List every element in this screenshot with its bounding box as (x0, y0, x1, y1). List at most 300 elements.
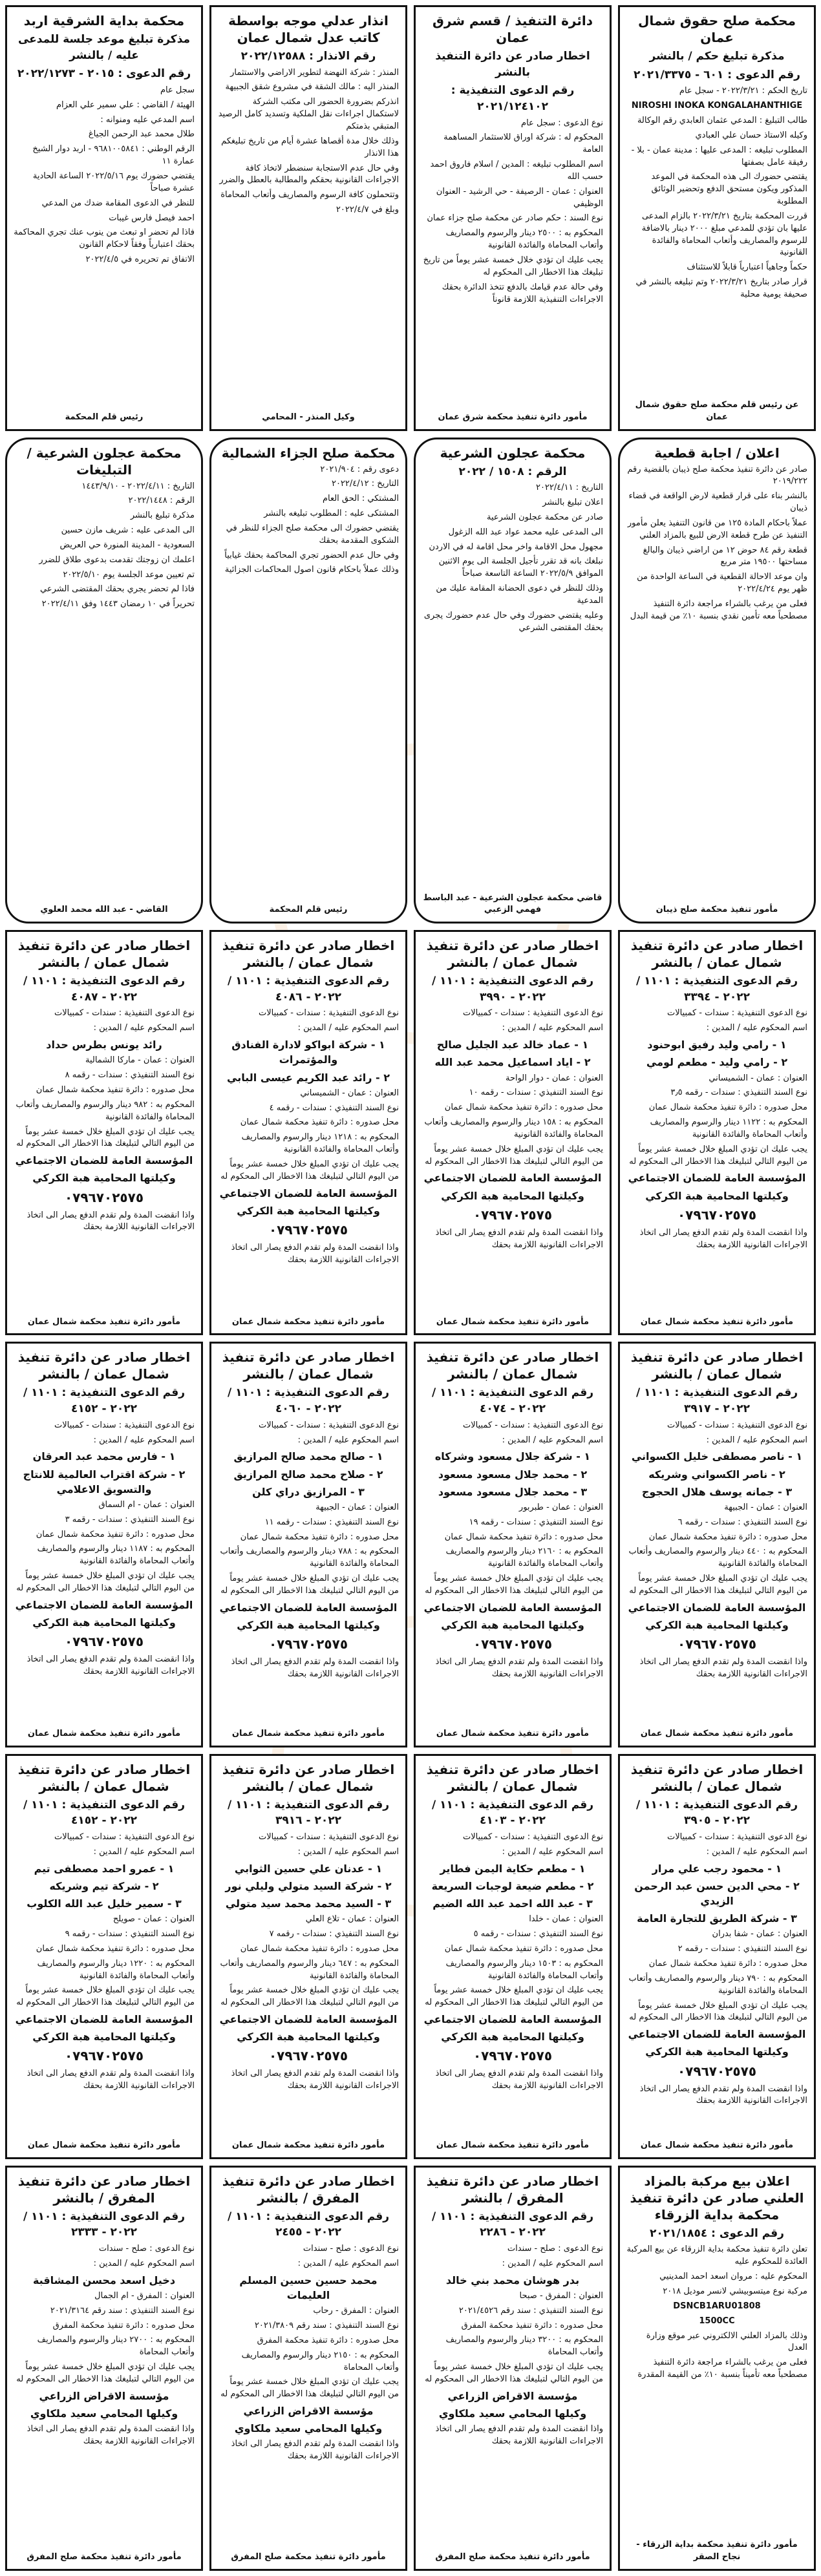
notice-title: اخطار صادر عن دائرة تنفيذ شمال عمان / بالنشر (630, 1349, 804, 1382)
notice-line: تم تعيين موعد الجلسة يوم ٢٠٢٢/٥/١٠ (63, 569, 195, 580)
notice-title: اخطار صادر عن دائرة تنفيذ شمال عمان / بالنشر (17, 938, 191, 971)
notice-signature: وكيل المنذر - المحامي (262, 412, 355, 422)
notice-title: اخطار صادر عن دائرة تنفيذ شمال عمان / بالنشر (222, 938, 395, 971)
notice-line: نوع السند التنفيذي : سندات - رقمه ١٠ (469, 1088, 603, 1098)
notice-line: نوع الدعوى التنفيذية : سندات - كمبيالات (259, 1420, 399, 1430)
notice-line: DSNCB1ARU01808 (673, 2301, 761, 2311)
notice-line: المشتكي : الحق العام (322, 494, 399, 504)
notice-line: محل صدوره : دائرة تنفيذ محكمة المفرق (257, 2335, 399, 2345)
notice-title: اخطار صادر عن دائرة تنفيذ شمال عمان / بالنشر (222, 1761, 395, 1794)
notice-signature: عن رئيس قلم محكمة صلح حقوق شمال عمان (635, 399, 799, 422)
notice-line: وكيلتها المحامية هبة الكركي (32, 2031, 176, 2043)
notice-line: العنوان : عمان - الشميساني (709, 1073, 807, 1083)
notice-line: فاذا لم تحضر يجري بحقك المقتضى الشرعي (40, 584, 195, 595)
notice-line: مؤسسة الاقراض الزراعي (39, 2389, 169, 2402)
notice-line: اسم المحكوم عليه / المدين : (93, 1435, 195, 1445)
notice-line: مركبة نوع ميتسوبيشي لانسر موديل ٢٠١٨ (663, 2286, 807, 2296)
notice-line: وذلك عملاً باحكام قانون اصول المحاكمات الجزائية (224, 565, 399, 575)
notice-line: ٣ - سمير خليل عبد الله الكلوب (27, 1897, 182, 1910)
legal-notice (618, 1342, 816, 1747)
notice-line: نوع الدعوى : سجل عام (521, 118, 603, 128)
notice-line: فاذا لم تحضر او تبعث من ينوب عنك تجري المحاكمة بحقك اعتبارياً وفقاً لاحكام القانون (14, 227, 195, 250)
notice-line: نوع السند التنفيذي : سند رقم ٢٠٢١/٣١٦٤ (50, 2305, 195, 2316)
notice-line: ١ - شركة جلال مسعود وشركاه (434, 1450, 591, 1463)
notice-line: ٢ - شركة السيد متولي وليلي نور (225, 1879, 392, 1892)
notice-line: تاريخ الحكم : ٢٠٢٢/٣/٢١ - سجل عام (679, 86, 807, 96)
notice-line: المنذر : شركة النهضة لتطوير الاراضي والاستثمار (230, 67, 399, 78)
notice-line: المؤسسة العامة للضمان الاجتماعي (15, 1598, 193, 1611)
notice-line: رقم الدعوى : ٦٠١ - ٢٠٢١/٣٣٧٥ (634, 68, 800, 81)
notice-line: يجب عليك ان تؤدي خلال خمسة عشر يوماً من تاريخ تبليغك هذا الاخطار الى المحكوم له (423, 255, 603, 277)
notice-line: رقم الدعوى التنفيذية : ١١٠١ / ٢٠٢٢ - ٢٣٣٣ (23, 2210, 186, 2239)
notice-line: الرقم : ٢٠٢٢/١٤٤٨ (128, 496, 195, 506)
legal-notice (618, 5, 816, 431)
notice-line: ٠٧٩٦٧٠٢٥٧٥ (677, 2063, 757, 2079)
notice-line: يجب عليك ان تؤدي المبلغ خلال خمسة عشر يوماً من اليوم التالي لتبليغك هذا الاخطار الى المحكوم له (629, 2000, 807, 2023)
notice-line: الرقم : ١٥٠٨ / ٢٠٢٢ (458, 465, 567, 478)
notice-line: التاريخ : ٢٠٢٢/٤/١١ (535, 483, 603, 493)
notice-line: قررت المحكمة بتاريخ ٢٠٢٢/٣/٢١ بالزام المدعى عليها بان تؤدي للمدعي مبلغ ٢٠٠٠ دينار بالاضافة للرسوم والمصاريف وأتعاب المحاماة والفائدة القانونية (641, 211, 807, 258)
notice-line: نوع الدعوى : صلح - سندات (98, 2244, 195, 2254)
notice-line: يجب عليك ان تؤدي المبلغ خلال خمسة عشر يوماً من اليوم التالي لتبليغك هذا الاخطار الى المحكوم له (220, 1985, 399, 2008)
notice-line: يجب عليك ان تؤدي المبلغ خلال خمسة عشر يوماً من اليوم التالي لتبليغك هذا الاخطار الى المحكوم له (425, 1985, 603, 2008)
notice-line: المحكوم به : ١٢١٨ دينار والرسوم والمصاريف وأتعاب المحاماة والفائدة القانونية (241, 1132, 399, 1155)
notice-line: اسم المطلوب تبليغه : المدين / اسلام فاروق احمد حسب الله (430, 160, 603, 182)
notice-line: رقم الدعوى التنفيذية : ١١٠١ / ٢٠٢٢ - ٢٢٨٦ (431, 2210, 594, 2239)
notice-line: ١ - محمود رجب علي مرار (652, 1862, 782, 1875)
notice-line: يجب عليك ان تؤدي المبلغ خلال خمسة عشر يوماً من اليوم التالي لتبليغك هذا الاخطار الى المحكوم له (16, 1126, 195, 1149)
notice-line: نوع الدعوى التنفيذية : سندات - كمبيالات (667, 1008, 807, 1019)
notice-line: رقم الدعوى التنفيذية : ١١٠١ / ٢٠٢٢ - ٤٠٦٠ (227, 1386, 390, 1416)
notice-signature: مأمور دائرة تنفيذ محكمة شرق عمان (438, 412, 588, 422)
notice-line: واذا انقضت المدة ولم تقدم الدفع يصار الى اتخاذ الاجراءات القانونية اللازمة بحقك (435, 1227, 603, 1250)
notice-line: المؤسسة العامة للضمان الاجتماعي (423, 1601, 602, 1614)
notice-line: ٢ - محمد جلال مسعود مسعود (438, 1468, 588, 1481)
notice-line: تحريراً في ١٠ رمضان ١٤٤٣ وفق ٢٠٢٢/٤/١١ (41, 599, 195, 609)
notice-line: نوع السند التنفيذي : سندات - رقمه ١٩ (469, 1517, 603, 1527)
notice-line: رقم الدعوى التنفيذية : ١١٠١ / ٢٠٢٢ - ٣٣٩٤ (635, 975, 798, 1004)
notice-title: اخطار صادر عن دائرة تنفيذ شمال عمان / بالنشر (630, 938, 804, 971)
notice-line: ٠٧٩٦٧٠٢٥٧٥ (268, 1636, 348, 1652)
notice-title: اخطار صادر عن دائرة تنفيذ المفرق / بالنشر (222, 2173, 395, 2206)
legal-notice (209, 1342, 407, 1747)
notice-line: واذا انقضت المدة ولم تقدم الدفع يصار الى اتخاذ الاجراءات القانونية اللازمة بحقك (639, 1227, 807, 1250)
notice-line: سجل عام (160, 85, 195, 95)
notice-line: العنوان : عمان - دوار الواحة (505, 1073, 603, 1083)
notice-line: مؤسسة الاقراض الزراعي (447, 2389, 578, 2402)
legal-notice (209, 438, 407, 924)
notice-line: اسم المحكوم عليه / المدين : (297, 1846, 399, 1857)
notice-line: المحكوم عليه : مروان اسعد احمد المدينيي (659, 2272, 807, 2282)
notice-line: للنظر في الدعوى المقامة ضدك من المدعي (41, 198, 195, 208)
notice-line: ٣ - السيد محمد محمد سيد متولي (225, 1897, 392, 1910)
notice-line: وكيلتها المحامية هبة الكركي (237, 2031, 380, 2043)
legal-notice (5, 438, 203, 924)
notice-line: المحكوم به : ١٥٠٣ دينار والرسوم والمصاريف وأتعاب المحاماة والفائدة القانونية (445, 1958, 603, 1981)
notice-line: ١ - فارس محمد عبد العرقان (32, 1450, 176, 1463)
notice-line: نوع السند التنفيذي : سند رقم ٢٠٢١/٤٥٢٦ (458, 2305, 603, 2316)
notice-line: قرار صادر بتاريخ ٢٠٢٢/٣/٢١ وتم تبليغه بالنشر في صحيفة يومية محلية (635, 277, 807, 299)
notice-line: رقم الدعوى التنفيذية : ١١٠١ / ٢٠٢٢ - ٣٩٠٥ (635, 1798, 798, 1828)
notice-line: ٢ - رامي وليد - مطعم لومي (646, 1056, 788, 1069)
notice-line: اسم المحكوم عليه / المدين : (706, 1435, 807, 1445)
notice-line: محل صدوره : دائرة تنفيذ محكمة شمال عمان (444, 1532, 603, 1542)
notice-line: رقم الدعوى التنفيذية : ١١٠١ / ٢٠٢٢ - ٤٠٧٤ (431, 1386, 594, 1416)
notice-title: اخطار صادر عن دائرة تنفيذ شمال عمان / بالنشر (426, 938, 599, 971)
notice-line: مذكرة تبليغ بالنشر (130, 511, 195, 521)
notice-line: المحكوم به : ٢١٥٠ دينار والرسوم والمصاريف وأتعاب المحاماة (241, 2350, 399, 2372)
notice-line: واذا انقضت المدة ولم تقدم الدفع يصار الى اتخاذ الاجراءات القانونية اللازمة بحقك (435, 1657, 603, 1680)
notice-line: نوع السند التنفيذي : سندات - رقمه ٤ (269, 1103, 399, 1113)
notice-line: المؤسسة العامة للضمان الاجتماعي (628, 1172, 806, 1185)
notice-line: واذا انقضت المدة ولم تقدم الدفع يصار الى اتخاذ الاجراءات القانونية اللازمة بحقك (231, 2069, 399, 2091)
notice-line: نوع الدعوى : صلح - سندات (507, 2244, 603, 2254)
notice-line: ٠٧٩٦٧٠٢٥٧٥ (473, 1636, 553, 1652)
notice-line: وكيلتها المحامية هبة الكركي (32, 1616, 176, 1629)
notice-signature: مأمور دائرة تنفيذ محكمة صلح المفرق (435, 2552, 590, 2562)
notice-line: يجب عليك ان تؤدي المبلغ خلال خمسة عشر يوماً من اليوم التالي لتبليغك هذا الاخطار الى المحكوم له (16, 1571, 195, 1593)
notice-line: صادر عن محكمة عجلون الشرعية (487, 512, 603, 522)
notice-line: العنوان : عمان - شفا بدران (712, 1929, 807, 1939)
notice-line: التاريخ : ٢٠٢٢/٤/١٢ (331, 479, 399, 489)
notice-title: انذار عدلي موجه بواسطة كاتب عدل شمال عمان (228, 13, 389, 45)
notice-line: المحكوم به : ١٥٨ دينار والرسوم والمصاريف وأتعاب المحاماة والفائدة القانونية (424, 1117, 603, 1139)
notice-line: وذلك بالمزاد العلني الالكتروني عبر موقع وزارة العدل (646, 2330, 807, 2353)
notice-line: يجب عليك ان تؤدي المبلغ خلال خمسة عشر يوماً من اليوم التالي لتبليغك هذا الاخطار الى المحكوم له (220, 1159, 399, 1181)
notice-line: نوع السند التنفيذي : سندات - رقمه ٦ (677, 1517, 807, 1527)
notice-line: ٠٧٩٦٧٠٢٥٧٥ (268, 2048, 348, 2064)
notice-signature: رئيس قلم المحكمة (269, 905, 348, 915)
notice-line: رقم الدعوى التنفيذية : ١١٠١ / ٢٠٢٢ - ٣٩١٦ (227, 1798, 390, 1828)
notice-line: العنوان : عمان - خلدا (529, 1914, 603, 1925)
notice-line: المؤسسة العامة للضمان الاجتماعي (628, 1601, 806, 1614)
notice-line: اسم المحكوم عليه / المدين : (502, 2258, 603, 2268)
notice-line: المحكوم به : ٣٢٠٠ دينار والرسوم والمصاريف وأتعاب المحاماة (445, 2335, 603, 2358)
notice-line: العنوان : المفرق - صبحا (519, 2290, 603, 2301)
notice-line: يجب عليك ان تؤدي المبلغ خلال خمسة عشر يوماً من اليوم التالي لتبليغك هذا الاخطار الى المحكوم له (16, 1985, 195, 2008)
notice-line: رقم الدعوى التنفيذية : ٢٠٢١/١٢٤١٠٢ (451, 84, 575, 113)
notice-title: اخطار صادر عن دائرة تنفيذ شمال عمان / بالنشر (630, 1761, 804, 1794)
notice-line: تعلن دائرة تنفيذ محكمة بداية الزرقاء عن بيع المركبة العائدة للمحكوم عليه (626, 2244, 807, 2267)
notice-line: ٣ - محمد جلال مسعود مسعود (438, 1485, 588, 1498)
notice-line: محل صدوره : دائرة تنفيذ محكمة شمال عمان (240, 1532, 399, 1542)
notice-line: وكيلتها المحامية هبة الكركي (645, 2045, 789, 2058)
notice-line: رقم الدعوى التنفيذية : ١١٠١ / ٢٠٢٢ - ٤١٥٢ (23, 1386, 186, 1416)
notice-line: وكيلتها المحامية هبة الكركي (237, 1204, 380, 1217)
notice-line: الى المدعى عليه محمد عواد عبد الله الزغول (448, 527, 603, 537)
notice-signature: رئيس قلم المحكمة (65, 412, 144, 422)
notice-line: العنوان : عمان - الجبيهة (724, 1502, 807, 1512)
notice-line: وفي حالة عدم قيامك بالدفع تتخذ الدائرة بحقك الاجراءات التنفيذية اللازمة قانوناً (442, 282, 603, 304)
notice-title: اخطار صادر عن دائرة تنفيذ المفرق / بالنشر (17, 2173, 191, 2206)
notice-line: انذركم بضرورة الحضور الى مكتب الشركة لاستكمال اجراءات نقل الملكية وتسديد كامل الرصيد المتبقي بذمتكم (218, 97, 399, 132)
notice-line: ٢ - شركة تيم وشريكه (49, 1879, 159, 1892)
notice-line: الاتفاق تم تحريره في ٢٠٢٢/٤/٥ (85, 255, 195, 265)
notice-line: ٠٧٩٦٧٠٢٥٧٥ (268, 1222, 348, 1238)
notice-title: اعلان بيع مركبة بالمزاد العلني صادر عن دائرة تنفيذ محكمة بداية الزرقاء (630, 2173, 804, 2222)
notice-line: ٠٧٩٦٧٠٢٥٧٥ (64, 2048, 144, 2064)
legal-notice (5, 1754, 203, 2159)
notice-line: واذا انقضت المدة ولم تقدم الدفع يصار الى اتخاذ الاجراءات القانونية اللازمة بحقك (231, 2439, 399, 2462)
notice-line: ١ - مطعم حكاية اليمن فطاير (440, 1862, 586, 1875)
notice-title: اخطار صادر عن دائرة تنفيذ شمال عمان / بالنشر (426, 1349, 599, 1382)
notice-line: المحكوم به : ٧٨٨ دينار والرسوم والمصاريف وأتعاب المحاماة والفائدة القانونية (220, 1547, 399, 1569)
notice-line: محل صدوره : دائرة تنفيذ محكمة المفرق (461, 2320, 603, 2330)
notice-line: اسم المحكوم عليه / المدين : (297, 1435, 399, 1445)
notice-line: يجب عليك ان تؤدي المبلغ خلال خمسة عشر يوماً من اليوم التالي لتبليغك هذا الاخطار الى المحكوم له (220, 1574, 399, 1596)
notice-line: محل صدوره : دائرة تنفيذ محكمة شمال عمان (36, 1943, 195, 1954)
notice-line: مذكرة تبليغ موعد جلسة للمدعى عليه / بالنشر (17, 33, 191, 62)
notice-line: ٠٧٩٦٧٠٢٥٧٥ (64, 1189, 144, 1205)
notice-line: وفي حال عدم الاستجابة سنضطر لاتخاذ كافة الاجراءات القانونية بحقكم والمطالبة بالعطل والضرر (219, 163, 399, 185)
notice-line: وكيلها المحامي سعيد ملكاوي (438, 2407, 587, 2420)
notice-signature: مأمور دائرة تنفيذ محكمة شمال عمان (27, 2140, 181, 2150)
notice-signature: مأمور دائرة تنفيذ محكمة شمال عمان (640, 1728, 794, 1738)
notice-line: واذا انقضت المدة ولم تقدم الدفع يصار الى اتخاذ الاجراءات القانونية اللازمة بحقك (639, 1657, 807, 1680)
notice-line: المحكوم به : ١١٢٢ دينار والرسوم والمصاريف وأتعاب المحاماة والفائدة القانونية (650, 1117, 807, 1139)
notice-line: المحكوم به : ٢٥٠٠ دينار والرسوم والمصاريف وأتعاب المحاماة والفائدة القانونية (445, 228, 603, 251)
legal-notice (414, 5, 612, 431)
notice-line: اسم المحكوم عليه / المدين : (93, 1023, 195, 1033)
notice-signature: مأمور دائرة تنفيذ محكمة شمال عمان (436, 1728, 590, 1738)
notice-line: ١ - عماد خالد عبد الجليل صالح (436, 1039, 589, 1051)
notice-line: نوع الدعوى التنفيذية : سندات - كمبيالات (463, 1832, 603, 1842)
notice-line: محل صدوره : دائرة تنفيذ محكمة شمال عمان (36, 1085, 195, 1095)
notice-title: محكمة عجلون الشرعية / التبليغات (27, 445, 182, 478)
notice-line: ٣ - عبد الله احمد عبد الله الضيم (432, 1897, 593, 1910)
notice-line: محل صدوره : دائرة تنفيذ محكمة شمال عمان (444, 1103, 603, 1113)
notice-line: يجب عليك ان تؤدي المبلغ خلال خمسة عشر يوماً من اليوم التالي لتبليغك هذا الاخطار الى المحكوم له (220, 2377, 399, 2400)
notice-line: وكيلتها المحامية هبة الكركي (237, 1619, 380, 1632)
legal-notice (5, 5, 203, 431)
notice-line: ٠٧٩٦٧٠٢٥٧٥ (64, 1634, 144, 1650)
notice-line: العنوان : المفرق - رحاب (313, 2306, 399, 2316)
notice-line: نوع الدعوى التنفيذية : سندات - كمبيالات (259, 1008, 399, 1019)
notice-line: اسم المحكوم عليه / المدين : (93, 1846, 195, 1857)
notice-line: مذكرة تبليغ حكم / بالنشر (649, 50, 785, 63)
notice-line: العنوان : عمان - طبربور (518, 1502, 603, 1512)
notice-line: ١ - رامي وليد رفيق ابوحنود (647, 1039, 787, 1051)
notice-title: اخطار صادر عن دائرة تنفيذ شمال عمان / بالنشر (17, 1349, 191, 1382)
legal-notice (414, 438, 612, 924)
notice-line: نوع الدعوى التنفيذية : سندات - كمبيالات (667, 1832, 807, 1842)
notice-signature: مأمور دائرة تنفيذ محكمة شمال عمان (27, 1728, 181, 1738)
notice-signature: مأمور تنفيذ محكمة صلح ذيبان (656, 905, 778, 915)
notice-line: مؤسسة الاقراض الزراعي (243, 2405, 374, 2418)
notice-line: وذلك خلال مدة أقصاها عشرة أيام من تاريخ تبليغكم هذا الانذار (221, 136, 399, 158)
notice-line: عملاً باحكام المادة ١٢٥ من قانون التنفيذ يعلن مأمور التنفيذ عن طرح قطعة الارض للبيع بالمزاد العلني (627, 518, 807, 540)
notice-line: المؤسسة العامة للضمان الاجتماعي (219, 1601, 398, 1614)
notice-line: محل صدوره : دائرة تنفيذ محكمة شمال عمان (648, 1959, 807, 1969)
notice-line: الرقم الوطني : ٩٦٨١٠٠٥٨٤١ - اربد دوار الشيخ عمارة ١١ (32, 144, 195, 167)
notice-signature: مأمور دائرة تنفيذ محكمة شمال عمان (640, 2140, 794, 2150)
notice-line: المحكوم به : ٢١٦٠ دينار والرسوم والمصاريف وأتعاب المحاماة والفائدة القانونية (445, 1547, 603, 1569)
notice-line: المشتكى عليه : المطلوب تبليغه بالنشر (264, 509, 399, 519)
notice-line: واذا انقضت المدة ولم تقدم الدفع يصار الى اتخاذ الاجراءات القانونية اللازمة بحقك (27, 2424, 195, 2447)
notice-line: وعليه يقتضي حضورك وفي حال عدم حضورك يجرى بحقك المقتضى الشرعي (423, 610, 603, 633)
notice-signature: القاضي - عبد الله محمد العلوي (40, 905, 168, 915)
legal-notice (414, 930, 612, 1335)
notice-line: دعوى رقم : ٢٠٢١/٩٠٤ (320, 464, 399, 474)
notice-line: المحكوم به : ٤٤٠ دينار والرسوم والمصاريف وأتعاب المحاماة والفائدة القانونية (628, 1547, 807, 1569)
notice-line: وكيلتها المحامية هبة الكركي (441, 1619, 584, 1632)
notice-line: اسم المحكوم عليه / المدين : (297, 2258, 399, 2268)
notice-line: الى المدعى عليه : شريف مازن حسين (61, 525, 195, 536)
notice-line: المطلوب تبليغه : المدعى عليها : مدينة عمان - بلا - رفيقة عامل بصفتها (631, 145, 807, 167)
notice-line: العنوان : عمان - ماركا الشمالية (85, 1055, 195, 1066)
notice-line: العنوان : عمان - تلاع العلي (305, 1914, 399, 1925)
notice-line: المؤسسة العامة للضمان الاجتماعي (423, 1172, 602, 1185)
notice-title: محكمة صلح حقوق شمال عمان (638, 13, 796, 45)
notice-line: مجهول محل الاقامة واخر محل اقامة له في الاردن (429, 542, 603, 552)
notice-signature: مأمور دائرة تنفيذ محكمة شمال عمان (436, 1316, 590, 1327)
notice-title: اخطار صادر عن دائرة تنفيذ شمال عمان / بالنشر (17, 1761, 191, 1794)
notice-line: ٢ - مطعم ضيعة لوجبات السريعة (431, 1879, 594, 1892)
notice-line: ٢ - شركة اقتراب العالمية للانتاج والتسويق الاعلامي (23, 1468, 186, 1495)
notice-title: دائرة التنفيذ / قسم شرق عمان (432, 13, 593, 45)
notice-line: ٠٧٩٦٧٠٢٥٧٥ (677, 1207, 757, 1223)
notice-line: صادر عن دائرة تنفيذ محكمة صلح ذيبان بالقضية رقم ٢٠١٩/٢٢٢ (627, 464, 807, 487)
notice-line: بالنشر بناء على قرار قطعية لارض الواقعة في قضاء ذيبان (628, 491, 807, 514)
legal-notice (618, 438, 816, 924)
notice-line: احمد فيصل فارس غيبات (109, 213, 195, 223)
notice-line: نوع السند التنفيذي : سندات - رقمه ٨ (65, 1070, 195, 1081)
notice-line: نوع السند التنفيذي : سندات - رقمه ٧ (269, 1928, 399, 1939)
notice-line: اعلان تبليغ بالنشر (542, 498, 603, 508)
notice-line: رقم الدعوى : ٢٠٢١/١٨٥٤ (650, 2226, 784, 2240)
notice-line: 1500CC (699, 2316, 735, 2326)
notice-title: محكمة بداية الشرقية اربد (23, 13, 185, 28)
notice-line: رقم الدعوى التنفيذية : ١١٠١ / ٢٠٢٢ - ٤١٠٣ (431, 1798, 594, 1828)
notice-line: محل صدوره : دائرة تنفيذ محكمة شمال عمان (240, 1943, 399, 1954)
notice-line: ١ - صالح محمد صالح المرازيق (233, 1450, 383, 1463)
notice-line: اخطار صادر عن دائرة التنفيذ بالنشر (435, 50, 590, 79)
notice-line: اسم المحكوم عليه / المدين : (706, 1846, 807, 1857)
notice-line: ٢ - صلاح محمد صالح المرازيق (233, 1468, 383, 1481)
notice-line: العنوان : المفرق - ام الجمال (94, 2290, 195, 2301)
legal-notice (618, 1754, 816, 2159)
notice-line: المؤسسة العامة للضمان الاجتماعي (628, 2028, 806, 2041)
notice-line: العنوان : عمان - الجبيهة (315, 1502, 399, 1512)
notice-signature: مأمور دائرة تنفيذ محكمة شمال عمان (231, 1316, 385, 1327)
notice-line: رقم الدعوى التنفيذية : ١١٠١ / ٢٠٢٢ - ٤٠٨٦ (227, 975, 390, 1004)
legal-notice (209, 1754, 407, 2159)
notice-line: رقم الدعوى التنفيذية : ١١٠١ / ٢٠٢٢ - ٣٩١٧ (635, 1386, 798, 1416)
legal-notice (5, 2166, 203, 2571)
notice-line: نوع الدعوى التنفيذية : سندات - كمبيالات (667, 1420, 807, 1430)
notice-signature: مأمور دائرة تنفيذ محكمة شمال عمان (231, 2140, 385, 2150)
notice-line: وكيلتها المحامية هبة الكركي (441, 1189, 584, 1202)
notice-line: وكيله الاستاذ حسان علي العبادي (695, 130, 807, 140)
notice-line: نوع السند التنفيذي : سندات - رقمه ٩ (65, 1928, 195, 1939)
notice-line: ١ - عمرو احمد مصطفى تيم (34, 1862, 175, 1875)
notice-line: نوع السند التنفيذي : سندات - رقمه ١١ (264, 1517, 399, 1527)
notice-line: نوع السند التنفيذي : سندات - رقمه ٢ (677, 1944, 807, 1954)
notice-line: وكيلتها المحامية هبة الكركي (441, 2031, 584, 2043)
notice-line: محل صدوره : دائرة تنفيذ محكمة شمال عمان (36, 1529, 195, 1539)
notice-line: ١ - شركة ابواكو لادارة الفنادق والمؤتمرات (231, 1039, 385, 1066)
notice-line: واذا انقضت المدة ولم تقدم الدفع يصار الى اتخاذ الاجراءات القانونية اللازمة بحقك (231, 1243, 399, 1265)
notice-line: نوع الدعوى التنفيذية : سندات - كمبيالات (463, 1420, 603, 1430)
notice-line: التاريخ : ٢٠٢٢/٤/١١ - ١٤٤٣/٩/١٠ (81, 481, 195, 491)
notice-line: يجب عليك ان تؤدي المبلغ خلال خمسة عشر يوماً من اليوم التالي لتبليغك هذا الاخطار الى المحكوم له (629, 1574, 807, 1596)
notice-line: طالب التبليغ : المدعي عثمان العابدي رقم الوكالة (637, 115, 807, 125)
legal-notice (618, 2166, 816, 2571)
notice-line: نوع السند : حكم صادر عن محكمة صلح جزاء عمان (427, 213, 603, 224)
legal-notice (209, 930, 407, 1335)
notice-line: العنوان : عمان - ام السماق (98, 1499, 195, 1510)
notice-line: رقم الدعوى التنفيذية : ١١٠١ / ٢٠٢٢ - ٤١٥٢ (23, 1798, 186, 1828)
notice-line: ١ - ناصر مصطفى خليل الكسواني (631, 1450, 803, 1463)
notice-line: اسم المحكوم عليه / المدين : (502, 1023, 603, 1033)
notice-line: محمد حسين حسين المسلم العليمات (239, 2274, 378, 2301)
legal-notice (5, 1342, 203, 1747)
notice-line: ٠٧٩٦٧٠٢٥٧٥ (473, 1207, 553, 1223)
notice-line: يقتضي حضورك الى محكمة صلح الجزاء للنظر في الشكوى المقدمة بحقك (226, 523, 399, 545)
notice-line: حكماً وجاهياً اعتبارياً قابلاً للاستئناف (687, 262, 807, 273)
legal-notice (414, 1754, 612, 2159)
notice-line: فعلى من يرغب بالشراء مراجعة دائرة التنفيذ مصطحباً معه تأمين نقدي بنسبة ١٠٪ من قيمة البدل (630, 598, 807, 621)
notice-line: وتتحملون كافة الرسوم والمصاريف وأتعاب المحاماة (220, 190, 399, 200)
notice-line: نوع الدعوى التنفيذية : سندات - كمبيالات (259, 1832, 399, 1842)
notice-line: رقم الانذار : ٢٠٢٢/١٢٥٨٨ (240, 50, 376, 63)
notice-line: المؤسسة العامة للضمان الاجتماعي (423, 2013, 602, 2026)
notice-line: وبلغ في ٢٠٢٢/٤/٧ (336, 205, 399, 215)
notice-line: نوع السند التنفيذي : سندات - رقمه ٣ (65, 1514, 195, 1525)
notice-line: محل صدوره : دائرة تنفيذ محكمة شمال عمان (648, 1532, 807, 1542)
notice-line: نبلغك بانه قد تقرر تأجيل الجلسة الى يوم الاثنين الموافق ٢٠٢٢/٥/٩ الساعة التاسعة صباحاً (438, 556, 603, 579)
notice-title: اخطار صادر عن دائرة تنفيذ المفرق / بالنشر (426, 2173, 599, 2206)
notice-line: المحكوم له : شركة اوراق للاستثمار المساهمة العامة (443, 132, 603, 155)
notice-line: بدر هوشان محمد بني خالد (445, 2274, 580, 2286)
notice-line: المحكوم به : ٩٨٢ دينار والرسوم والمصاريف وأتعاب المحاماة والفائدة القانونية (16, 1099, 195, 1122)
notice-line: ٢ - ناصر الكسواني وشريكه (648, 1468, 785, 1481)
notice-line: نوع الدعوى : صلح - سندات (303, 2244, 399, 2254)
notice-line: اسم المحكوم عليه / المدين : (93, 2258, 195, 2268)
legal-notice (414, 2166, 612, 2571)
ads-grid (5, 5, 816, 2571)
notice-line: يجب عليك ان تؤدي المبلغ خلال خمسة عشر يوماً من اليوم التالي لتبليغك هذا الاخطار الى المحكوم له (629, 1144, 807, 1167)
notice-line: محل صدوره : دائرة تنفيذ محكمة شمال عمان (444, 1943, 603, 1954)
notice-line: وكيلتها المحامية هبة الكركي (32, 1172, 176, 1185)
notice-line: المؤسسة العامة للضمان الاجتماعي (15, 2013, 193, 2026)
notice-line: وذلك للنظر في دعوى الحضانة المقامة عليك من المدعية (436, 584, 603, 606)
notice-line: ٢ - رائد عبد الكريم عيسى البابي (227, 1071, 390, 1084)
notice-title: محكمة عجلون الشرعية (440, 445, 586, 461)
notice-line: المؤسسة العامة للضمان الاجتماعي (219, 1187, 398, 1199)
notice-line: اسم المدعي عليه ومنوانه : (100, 114, 195, 125)
notice-title: اخطار صادر عن دائرة تنفيذ شمال عمان / بالنشر (222, 1349, 395, 1382)
notice-line: ٣ - جمانه يوسف هلال الحجوج (641, 1485, 793, 1498)
notice-line: رقم الدعوى التنفيذية : ١١٠١ / ٢٠٢٢ - ٣٩٩٠ (431, 975, 594, 1004)
notice-line: NIROSHI INOKA KONGALAHANTHIGE (631, 101, 803, 111)
notice-line: المحكوم به : ١٢٢٠ دينار والرسوم والمصاريف وأتعاب المحاماة والفائدة القانونية (37, 1958, 195, 1981)
notice-line: ١ - عدنان علي حسين الثوابي (234, 1862, 383, 1875)
notice-signature: قاضي محكمة عجلون الشرعية - عبد الباسط فهمي الزعبي (423, 892, 602, 915)
notice-line: اعلمك ان زوجتك تقدمت بدعوى طلاق للضرر (39, 554, 195, 565)
notice-line: قطعة رقم ٨٤ حوض ١٢ من اراضي ذيبان والبالغ مساحتها ١٩٥٠٠ متر مربع (643, 545, 807, 567)
notice-line: المحكوم به : ٢٧٠٠ دينار والرسوم والمصاريف وأتعاب المحاماة (37, 2335, 195, 2358)
notice-line: رقم الدعوى : ٢٠١٥ - ٢٠٢٢/١٢٧٣ (17, 67, 191, 81)
notice-line: المنذر اليه : مالك الشقة في مشروع شقق الجبيهة (225, 82, 399, 92)
legal-notice (209, 5, 407, 431)
notice-title: اعلان / اجابة قطعية (654, 445, 780, 461)
notice-line: اسم المحكوم عليه / المدين : (706, 1023, 807, 1033)
notice-line: نوع الدعوى التنفيذية : سندات - كمبيالات (463, 1008, 603, 1019)
notice-signature: مأمور دائرة تنفيذ محكمة صلح المفرق (231, 2552, 386, 2562)
notice-line: يجب عليك ان تؤدي المبلغ خلال خمسة عشر يوماً من اليوم التالي لتبليغك هذا الاخطار الى المحكوم له (16, 2362, 195, 2385)
legal-notice (209, 2166, 407, 2571)
